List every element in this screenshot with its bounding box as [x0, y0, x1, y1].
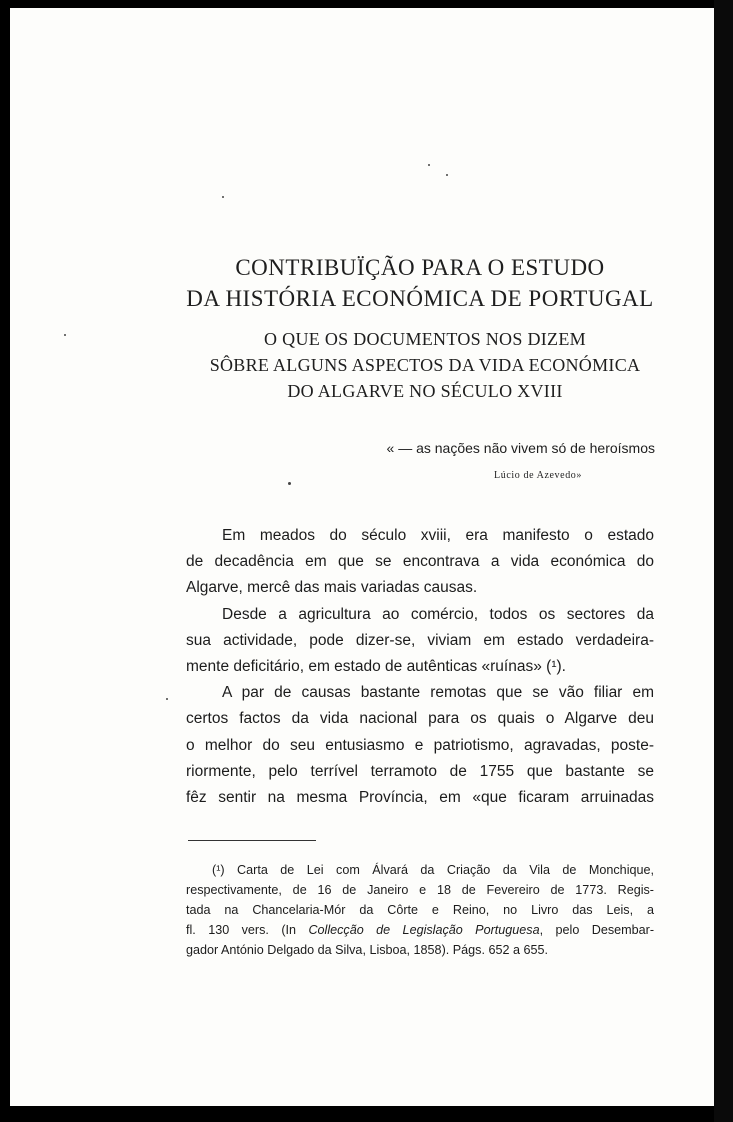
subtitle-line-3: DO ALGARVE NO SÉCULO XVIII [287, 381, 563, 401]
footnote [186, 860, 654, 960]
footnote-line-4-a: fl. 130 vers. (In [186, 923, 309, 937]
subtitle-line-2: SÔBRE ALGUNS ASPECTOS DA VIDA ECONÓMICA [209, 355, 641, 375]
paragraph-3-line-4: riormente, pelo terrível terramoto de 1755 que bastante se [186, 762, 654, 780]
footnote-line-2: respectivamente, de 16 de Janeiro e 18 de Fevereiro de 1773. Regis- [186, 883, 654, 897]
title-line-2: DA HISTÓRIA ECONÓMICA DE PORTUGAL [186, 286, 654, 311]
speck [166, 698, 168, 700]
scan-edge [714, 0, 733, 1122]
body-text [186, 523, 654, 811]
title-line-1: CONTRIBUÏÇÃO PARA O ESTUDO [235, 255, 605, 280]
paragraph-1-line-2: de decadência em que se encontrava a vida económica do [186, 553, 654, 571]
page-subtitle [180, 326, 670, 404]
paragraph-3-line-2: certos factos da vida nacional para os quais o Algarve deu [186, 710, 654, 728]
paragraph-3-line-5: fêz sentir na mesma Província, em «que ficaram arruinadas [186, 789, 654, 807]
footnote-line-5: gador António Delgado da Silva, Lisboa, 1858). Págs. 652 a 655. [186, 943, 548, 957]
paragraph-1-line-1: Em meados do século xviii, era manifesto o estado [222, 527, 654, 544]
paragraph-2-line-2: sua actividade, pode dizer-se, viviam em estado verdadeira- [186, 631, 654, 649]
subtitle-line-1: O QUE OS DOCUMENTOS NOS DIZEM [264, 329, 586, 349]
footnote-book-title: Collecção de Legislação Portuguesa [308, 923, 540, 937]
footnote-line-1: (¹) Carta de Lei com Álvará da Criação da Vila de Monchique, [212, 863, 654, 877]
paragraph-2-line-3: mente deficitário, em estado de autênticas «ruínas» (¹). [186, 658, 566, 676]
footnote-divider [188, 840, 316, 841]
footnote-line-4 [186, 920, 654, 940]
paragraph-2-line-1: Desde a agricultura ao comércio, todos os sectores da [222, 605, 654, 623]
page-title [160, 252, 680, 314]
paragraph-3-line-1: A par de causas bastante remotas que se vão filiar em [222, 684, 654, 702]
speck [288, 482, 291, 485]
paragraph-1-line-3: Algarve, mercê das mais variadas causas. [186, 579, 478, 597]
speck [64, 334, 66, 336]
speck [222, 196, 224, 198]
document-page [10, 8, 714, 1106]
paragraph-3-line-3: o melhor do seu entusiasmo e patriotismo, agravadas, poste- [186, 736, 654, 754]
epigraph-quote: « — as nações não vivem só de heroísmos [386, 440, 655, 456]
epigraph-author: Lúcio de Azevedo» [494, 470, 582, 481]
footnote-line-3: tada na Chancelaria-Mór da Côrte e Reino, no Livro das Leis, a [186, 903, 654, 917]
footnote-line-4-b: , pelo Desembar- [539, 923, 655, 937]
speck [446, 174, 448, 176]
speck [428, 164, 430, 166]
